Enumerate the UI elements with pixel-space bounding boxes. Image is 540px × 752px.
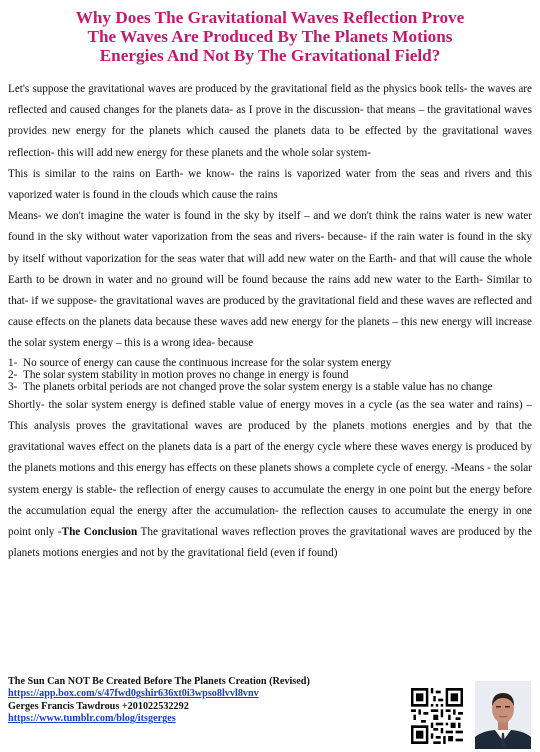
author-contact: Gerges Francis Tawdrous +201022532292 <box>8 700 189 712</box>
title-line-3: Energies And Not By The Gravitational Field? <box>99 46 441 65</box>
paragraph-1: Let's suppose the gravitational waves are produced by the gravitational field as the physics book tells- the waves are reflected and caused changes for the planets data- as I prove in the discussion- that means – the gravitational waves provides new energy for the planets which caused the planets data to be effected by the gravitational waves reflection- this will add new energy for these planets and the whole solar system- <box>8 83 532 159</box>
list-item <box>8 381 532 393</box>
paragraph-4-end: The gravitational waves reflection proves the gravitational waves are produced by the planets motions energies and not by the gravitational field (even if found) <box>8 526 532 560</box>
blog-link[interactable]: https://www.tumblr.com/blog/itsgerges <box>8 713 176 725</box>
book-link[interactable]: https://app.box.com/s/47fwd0gshir636xt0i3wpso8lvvl8vnv <box>8 688 259 700</box>
list-item <box>8 357 532 369</box>
conclusion-label: The Conclusion <box>61 526 138 539</box>
paragraph-4-start: Shortly- the solar system energy is defined stable value of energy moves in a cycle (as the sea water and rains) – This analysis proves the gravitational waves are produced by the planets motions energies and by that the gravitational waves effect on the planets data is a part of the energy cycle where these waves energy is produced by the planets motions and this energy has effects on these planets shows a complete cycle of energy. -Means - the solar system energy is stable- the reflection of energy causes to accumulate the energy in one point but the energy before the accumulation equal the energy after the accumulation- the reflection causes to accumulate the energy in one point only - <box>8 398 532 539</box>
list-text: The solar system stability in motion proves no change in energy is found <box>23 369 349 382</box>
qr-code-icon <box>411 688 463 744</box>
paragraph-3: Means- we don't imagine the water is found in the sky by itself – and we don't think the rains water is new water found in the sky without water vaporization from the seas and rivers- because- if the rain water is found in the sky by itself without vaporization for the seas water that will add new water on the Earth- and that will cause the whole Earth to be drown in water and no ground will be found because the rains add new water to the Earth- Similar to that- if we suppose- the gravitational waves are produced by the gravitational field and these waves are reflected and cause effects on the planets data because these waves add new energy for the planets – this new energy will increase the solar system energy – this is a wrong idea- because <box>8 210 532 350</box>
list-number: 3- <box>8 381 18 394</box>
paragraph-4 <box>8 395 532 565</box>
author-photo <box>475 681 531 749</box>
list-text: No source of energy can cause the continuous increase for the solar system energy <box>23 356 392 369</box>
paragraph-2: This is similar to the rains on Earth- we know- the rains is vaporized water from the seas and rivers and this vaporized water is found in the clouds which cause the rains <box>8 167 532 202</box>
footer <box>8 676 408 726</box>
title-line-1: Why Does The Gravitational Waves Reflection Prove <box>75 8 465 27</box>
list-item <box>8 369 532 381</box>
page-title <box>0 8 540 65</box>
list-number: 1- <box>8 356 18 369</box>
list-text: The planets orbital periods are not changed prove the solar system energy is a stable value has no change <box>23 381 493 394</box>
list-number: 2- <box>8 369 18 382</box>
title-line-2: The Waves Are Produced By The Planets Motions <box>87 27 453 46</box>
article-body <box>8 79 532 564</box>
book-title: The Sun Can NOT Be Created Before The Planets Creation (Revised) <box>8 676 310 687</box>
reasons-list <box>8 357 532 394</box>
